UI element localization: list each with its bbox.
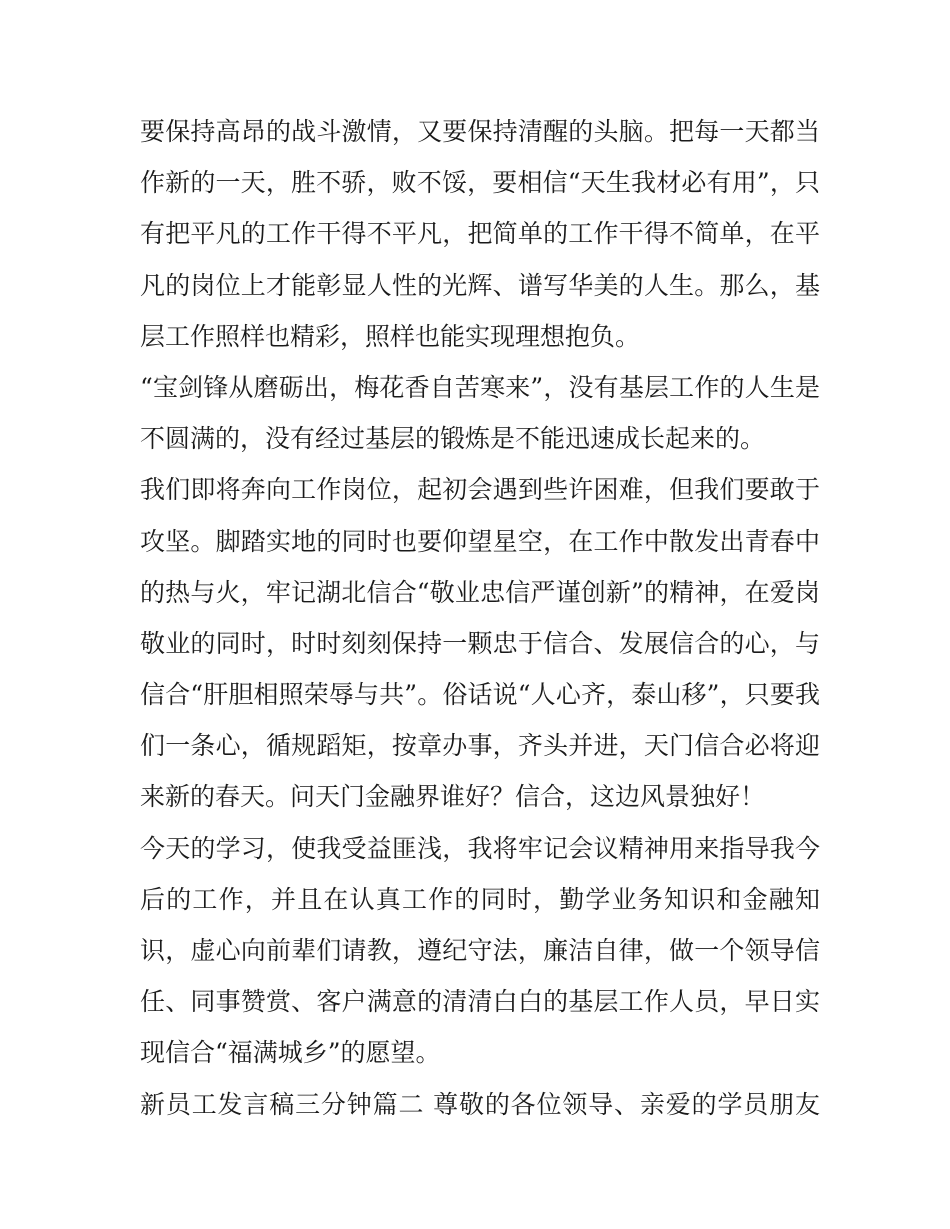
- text-line: 识，虚心向前辈们请教，遵纪守法，廉洁自律，做一个领导信: [140, 936, 820, 965]
- text-line: 今天的学习，使我受益匪浅，我将牢记会议精神用来指导我今: [140, 833, 820, 863]
- text-line: 我们即将奔向工作岗位，起初会遇到些许困难，但我们要敢于: [140, 475, 820, 505]
- text-line: 要保持高昂的战斗激情，又要保持清醒的头脑。把每一天都当: [140, 117, 820, 146]
- text-line: 层工作照样也精彩，照样也能实现理想抱负。: [140, 321, 641, 351]
- text-line: 攻坚。脚踏实地的同时也要仰望星空，在工作中散发出青春中: [140, 526, 820, 556]
- text-line: 作新的一天，胜不骄，败不馁，要相信“天生我材必有用”，只: [140, 168, 820, 198]
- text-line: 现信合“福满城乡”的愿望。: [140, 1038, 441, 1068]
- text-line: 来新的春天。问天门金融界谁好？信合，这边风景独好！: [140, 782, 766, 812]
- text-line: “宝剑锋从磨砺出，梅花香自苦寒来”，没有基层工作的人生是: [140, 372, 820, 402]
- text-line: 后的工作，并且在认真工作的同时，勤学业务知识和金融知: [140, 884, 820, 914]
- text-line: 凡的岗位上才能彰显人性的光辉、谱写华美的人生。那么，基: [140, 270, 820, 300]
- text-line: 的热与火，牢记湖北信合“敬业忠信严谨创新”的精神，在爱岗: [140, 577, 820, 607]
- text-line: 不圆满的，没有经过基层的锻炼是不能迅速成长起来的。: [140, 424, 766, 454]
- text-line: 有把平凡的工作干得不平凡，把简单的工作干得不简单，在平: [140, 219, 820, 249]
- text-line: 敬业的同时，时时刻刻保持一颗忠于信合、发展信合的心，与: [140, 628, 820, 658]
- text-line: 新员工发言稿三分钟篇二 尊敬的各位领导、亲爱的学员朋友: [140, 1089, 820, 1119]
- text-line: 信合“肝胆相照荣辱与共”。俗话说“人心齐，泰山移”，只要我: [140, 680, 820, 710]
- document-body: [140, 106, 820, 1130]
- text-line: 们一条心，循规蹈矩，按章办事，齐头并进，天门信合必将迎: [140, 731, 820, 761]
- text-line: 任、同事赞赏、客户满意的清清白白的基层工作人员，早日实: [140, 987, 820, 1017]
